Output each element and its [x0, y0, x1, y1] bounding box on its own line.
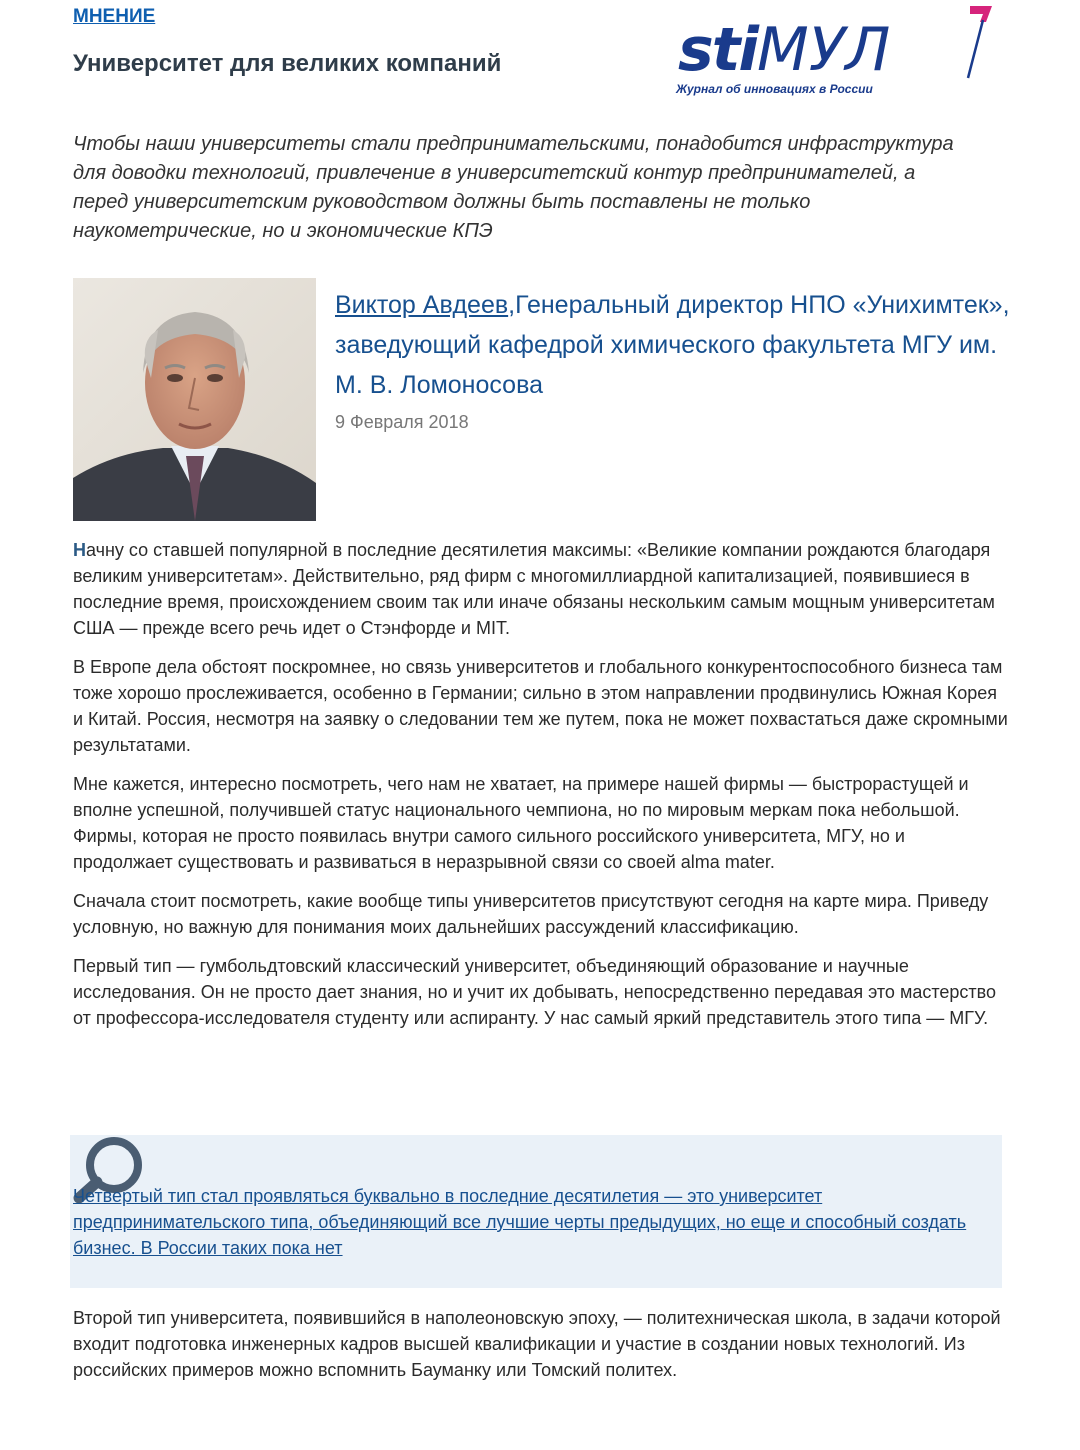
author-role: ,Генеральный директор НПО «Унихимтек», заведующий кафедрой химического факультета МГУ им. М. В. Ломоносова — [335, 291, 1010, 399]
paragraph: Первый тип — гумбольдтовский классический университет, объединяющий образование и научные исследования. Он не просто дает знания, но и учит их добывать, непосредственно передавая это мастерство от профессора-исследователя студенту или аспиранту. У нас самый яркий представитель этого типа — МГУ. — [73, 956, 997, 1028]
logo-wordmark: stiМУЛ — [678, 15, 891, 85]
logo-mark-icon — [966, 2, 996, 82]
paragraph: В Европе дела обстоят поскромнее, но связь университетов и глобального конкурентоспособного бизнеса там тоже хорошо прослеживается, особенно в Германии; сильно в этом направлении продвинулись Южная Корея и Китай. Россия, несмотря на заявку о следовании тем же путем, пока не может похвастаться даже скромными результатами. — [73, 657, 1008, 755]
article-title: Университет для великих компаний — [73, 50, 502, 77]
article-body — [73, 537, 1008, 1044]
stimul-logo[interactable] — [674, 2, 1004, 102]
logo-tagline: Журнал об инновациях в России — [676, 82, 873, 96]
lead-paragraph: Чтобы наши университеты стали предпринимательскими, понадобится инфраструктура для доводки технологий, привлечение в университетский контур предпринимателей, а перед университетским руководством должны быть поставлены не только наукометрические, но и экономические КПЭ — [73, 133, 954, 242]
author-photo — [73, 278, 316, 521]
pull-quote-link[interactable]: Четвертый тип стал проявляться буквально в последние десятилетия — это университет предпринимательского типа, объединяющий все лучшие черты предыдущих, но еще и способный создать бизнес. В России таких пока нет — [73, 1186, 967, 1258]
paragraph: Мне кажется, интересно посмотреть, чего нам не хватает, на примере нашей фирмы — быстрорастущей и вполне успешной, получившей статус национального чемпиона, но по мировым меркам пока небольшой. Фирмы, которая не просто появилась внутри самого сильного российского университета, МГУ, но и продолжает существовать и развиваться в неразрывной связи со своей alma mater. — [73, 774, 969, 872]
author-byline — [335, 285, 1015, 405]
publish-date: 9 Февраля 2018 — [335, 412, 469, 432]
category-link[interactable]: МНЕНИЕ — [73, 6, 156, 27]
paragraph: Второй тип университета, появившийся в наполеоновскую эпоху, — политехническая школа, в задачи которой входит подготовка инженерных кадров высшей квалификации и участие в создании новых технологий. Из российских примеров можно вспомнить Бауманку или Томский политех. — [73, 1308, 1001, 1380]
pull-quote — [70, 1135, 1002, 1288]
paragraph: Начну со ставшей популярной в последние десятилетия максимы: «Великие компании рождаются благодаря великим университетам». Действительно, ряд фирм с многомиллиардной капитализацией, появившиеся в последние время, происхождением своим так или иначе обязаны нескольким самым мощным университетам США — прежде всего речь идет о Стэнфорде и MIT. — [73, 540, 995, 638]
paragraph: Сначала стоит посмотреть, какие вообще типы университетов присутствуют сегодня на карте мира. Приведу условную, но важную для понимания моих дальнейших рассуждений классификацию. — [73, 891, 989, 937]
article-body-continued — [73, 1305, 1008, 1383]
author-name-link[interactable]: Виктор Авдеев — [335, 291, 509, 319]
drop-cap: Н — [73, 540, 86, 560]
